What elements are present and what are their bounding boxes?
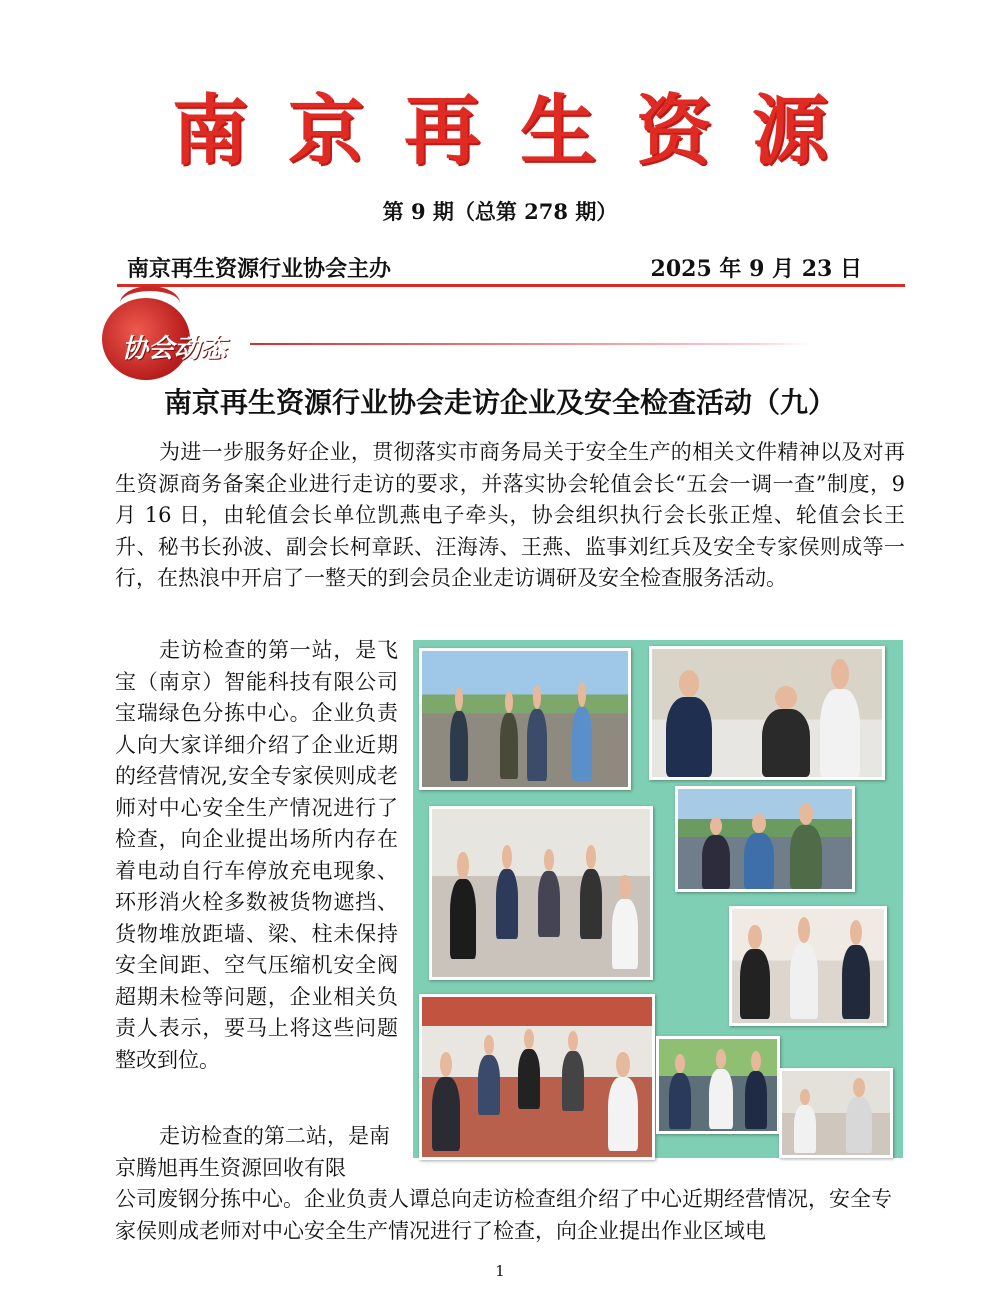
masthead-title: 南京再生资源 [172, 86, 868, 175]
paragraph-intro: 为进一步服务好企业，贯彻落实市商务局关于安全生产的相关文件精神以及对再生资源商务备案企业进行走访的要求，并落实协会轮值会长“五会一调一查”制度，9 月 16 日，由轮值会长单位凯燕电子牵头，协会组织执行会长张正煌、轮值会长王升、秘书长孙波、副会长柯章跃、汪海涛、王燕、监事刘红兵及安全专家侯则成等一行，在热浪中开启了一整天的到会员企业走访调研及安全检查服务活动。 [115, 440, 905, 590]
paragraph-second-stop [115, 1121, 905, 1247]
paragraph-second-stop-cont: 公司废钢分拣中心。企业负责人谭总向走访检查组介绍了中心近期经营情况，安全专家侯则成老师对中心安全生产情况进行了检查，向企业提出作业区域电 [115, 1187, 892, 1243]
photo-site-visit-outdoor [419, 648, 631, 790]
photo-discussion-office [729, 906, 887, 1026]
photo-meeting-circle [429, 806, 653, 980]
article-headline: 南京再生资源行业协会走访企业及安全检查活动（九） [163, 386, 836, 419]
paragraph-first-stop: 走访检查的第一站，是飞宝（南京）智能科技有限公司宝瑞绿色分拣中心。企业负责人向大家详细介绍了企业近期的经营情况,安全专家侯则成老师对中心安全生产情况进行了检查，向企业提出场所内存在着电动自行车停放充电现象、环形消火栓多数被货物遮挡、货物堆放距墙、梁、柱未保持安全间距、空气压缩机安全阀超期未检等问题，企业相关负责人表示，要马上将这些问题整改到位。 [115, 638, 398, 1072]
publish-date: 2025 年 9 月 23 日 [650, 256, 862, 282]
sponsor-line: 南京再生资源行业协会主办 [127, 256, 392, 282]
photo-outdoor-group [656, 1036, 780, 1134]
arrow-icon [120, 286, 180, 321]
paragraph-second-stop-start: 走访检查的第二站，是南京腾旭再生资源回收有限 [115, 1124, 390, 1180]
photo-signing-document [649, 646, 885, 780]
section-divider [250, 343, 810, 345]
photo-scrap-yard-inspection [675, 786, 855, 892]
issue-number: 第 9 期（总第 278 期） [382, 199, 618, 224]
section-title: 协会动态 [122, 334, 227, 364]
page-number: 1 [495, 1262, 505, 1280]
photo-collage [413, 640, 903, 1158]
header-divider [117, 284, 905, 287]
